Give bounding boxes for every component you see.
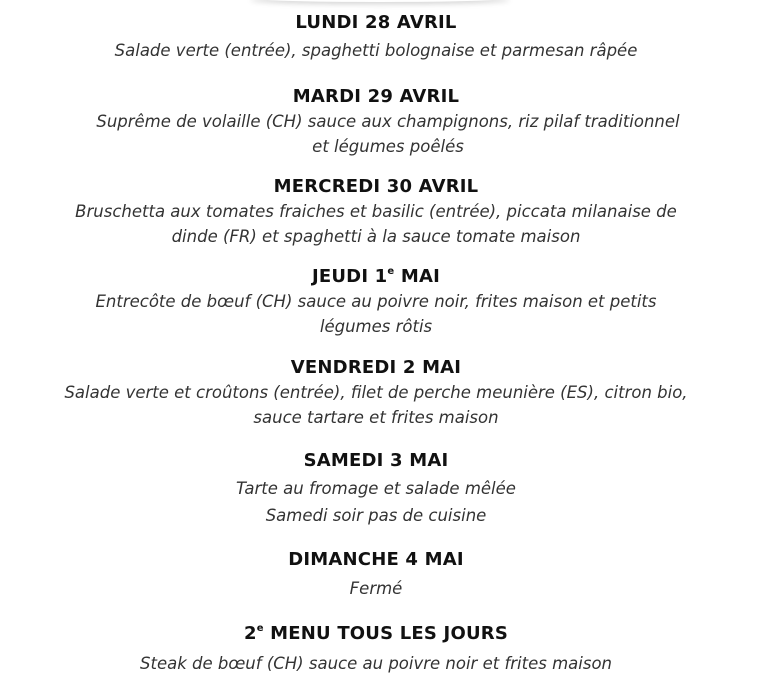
top-shadow-decoration	[250, 0, 510, 2]
dish-line-tuesday-1: Suprême de volaille (CH) sauce aux champignons, riz pilaf traditionnel	[96, 112, 680, 131]
day-title-thursday-rest: MAI	[394, 266, 441, 287]
second-menu-line-1: Steak de bœuf (CH) sauce au poivre noir et frites maison	[140, 654, 612, 673]
second-menu-title	[0, 623, 752, 645]
dish-line-friday-2: sauce tartare et frites maison	[253, 408, 499, 427]
day-title-wednesday: MERCREDI 30 AVRIL	[273, 176, 479, 197]
dish-line-wednesday-2: dinde (FR) et spaghetti à la sauce tomate maison	[171, 227, 581, 246]
dish-line-sunday-1: Fermé	[349, 579, 403, 598]
day-title-thursday-main: JEUDI 1	[311, 266, 388, 287]
second-menu-title-rest: MENU TOUS LES JOURS	[263, 623, 508, 644]
day-title-monday: LUNDI 28 AVRIL	[295, 12, 457, 33]
day-title-tuesday: MARDI 29 AVRIL	[292, 86, 460, 107]
day-title-friday: VENDREDI 2 MAI	[290, 357, 462, 378]
day-title-sunday: DIMANCHE 4 MAI	[288, 549, 464, 570]
dish-line-saturday-1: Tarte au fromage et salade mêlée	[236, 479, 516, 498]
dish-line-thursday-1: Entrecôte de bœuf (CH) sauce au poivre noir, frites maison et petits	[95, 292, 657, 311]
dish-line-monday-1: Salade verte (entrée), spaghetti bolognaise et parmesan râpée	[114, 41, 638, 60]
day-title-saturday: SAMEDI 3 MAI	[303, 450, 449, 471]
dish-line-friday-1: Salade verte et croûtons (entrée), filet de perche meunière (ES), citron bio,	[64, 383, 688, 402]
day-title-thursday	[0, 266, 752, 288]
second-menu-title-sup: e	[256, 623, 264, 634]
dish-line-thursday-2: légumes rôtis	[319, 317, 433, 336]
dish-line-wednesday-1: Bruschetta aux tomates fraiches et basilic (entrée), piccata milanaise de	[75, 202, 677, 221]
day-title-thursday-sup: e	[387, 266, 395, 277]
dish-line-tuesday-2: et légumes poêlés	[312, 137, 464, 156]
dish-line-saturday-2: Samedi soir pas de cuisine	[265, 506, 487, 525]
second-menu-title-main: 2	[243, 623, 257, 644]
